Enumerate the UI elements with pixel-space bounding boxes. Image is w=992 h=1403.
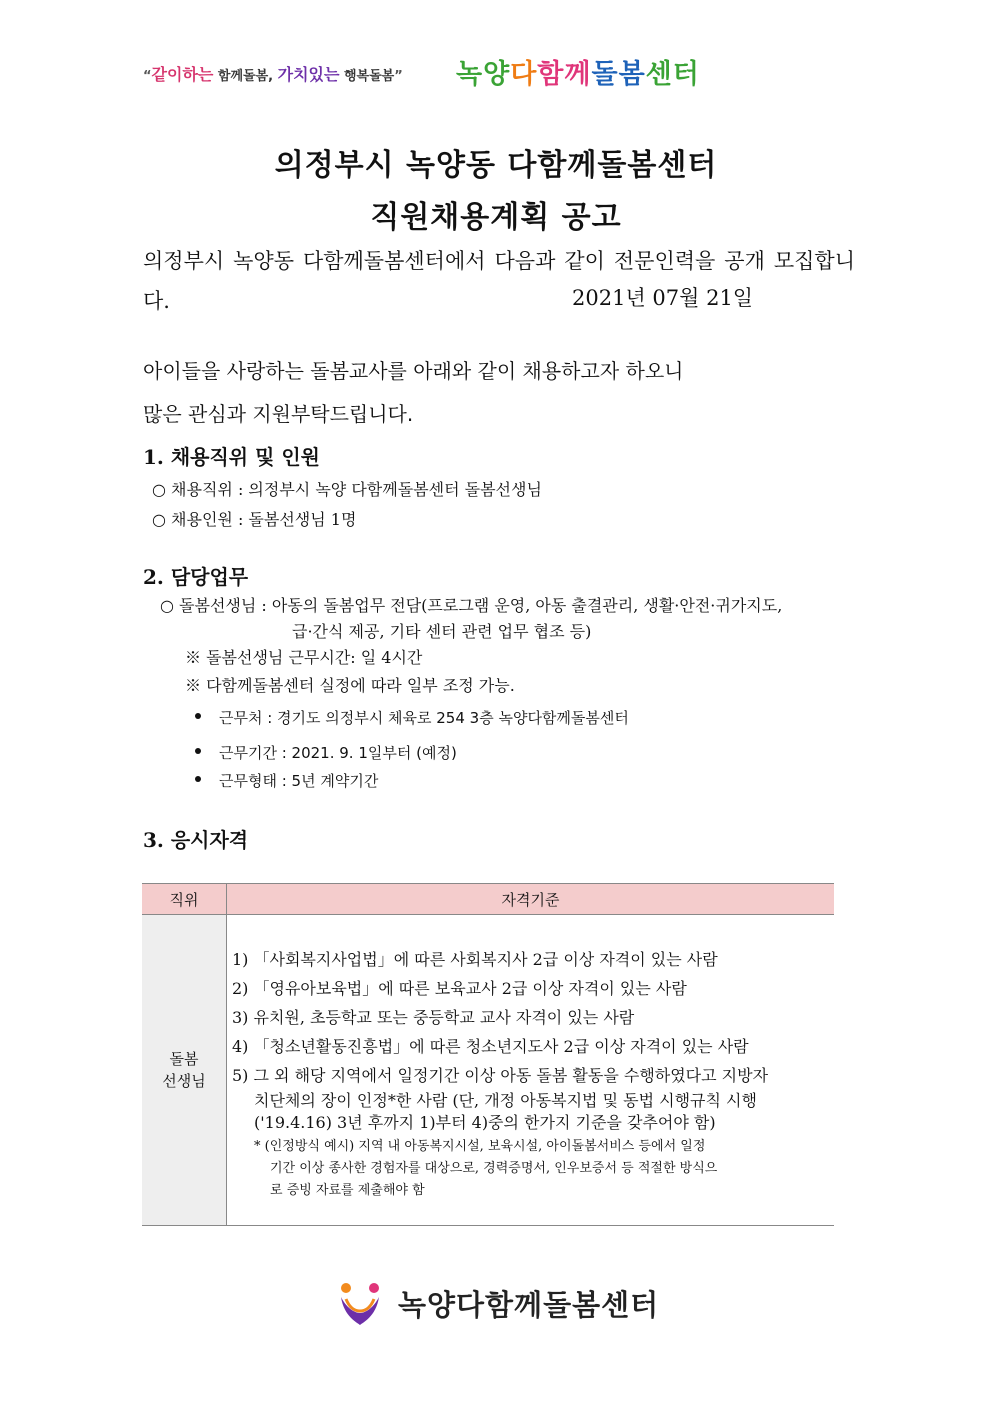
table-header-position: 직위 bbox=[142, 884, 227, 915]
header-brand-char: 터 bbox=[672, 59, 700, 90]
criteria-5-line-2: 치단체의 장이 인정*한 사람 (단, 개정 아동복지법 및 동법 시행규칙 시행 bbox=[254, 1091, 757, 1110]
criteria-note bbox=[232, 1136, 834, 1202]
criteria-2: 2) 「영유아보육법」에 따른 보육교사 2급 이상 자격이 있는 사람 bbox=[232, 979, 687, 998]
bullet-type-text: 근무형태 : 5년 계약기간 bbox=[219, 772, 379, 790]
section-1-heading: 1. 채용직위 및 인원 bbox=[143, 445, 321, 469]
criteria-5-line-3: ('19.4.16) 3년 후까지 1)부터 4)중의 한가지 기준을 갖추어야 함) bbox=[254, 1113, 716, 1132]
intro-paragraph: 의정부시 녹양동 다함께돌봄센터에서 다음과 같이 전문인력을 공개 모집합니다. bbox=[143, 249, 855, 313]
section-1-item-position: ○ 채용직위 : 의정부시 녹양 다함께돌봄센터 돌봄선생님 bbox=[152, 480, 542, 499]
slogan-part-2: 함께돌봄, bbox=[213, 69, 278, 84]
bullet-dot-icon bbox=[195, 748, 201, 754]
header-brand-char: 함 bbox=[537, 59, 565, 90]
bullet-workplace bbox=[195, 707, 629, 728]
bullet-period-text: 근무기간 : 2021. 9. 1일부터 (예정) bbox=[219, 744, 457, 762]
slogan-part-3: 가치있는 bbox=[277, 65, 340, 84]
footer-brand-name: 녹양다함께돌봄센터 bbox=[398, 1288, 660, 1322]
slogan-part-4: 행복돌봄 bbox=[339, 69, 395, 84]
duty-line-1: ○ 돌봄선생님 : 아동의 돌봄업무 전담(프로그램 운영, 아동 출결관리, 생활·안전·귀가지도, bbox=[160, 596, 783, 615]
duty-note-hours: ※ 돌봄선생님 근무시간: 일 4시간 bbox=[185, 648, 423, 667]
slogan-quote-close: ” bbox=[394, 69, 403, 84]
slogan bbox=[143, 62, 403, 85]
table-header-criteria: 자격기준 bbox=[227, 884, 835, 915]
table-row bbox=[142, 915, 834, 1226]
position-line-2: 선생님 bbox=[162, 1072, 206, 1090]
header-brand-char: 께 bbox=[564, 59, 592, 90]
bullet-workplace-text: 근무처 : 경기도 의정부시 체육로 254 3층 녹양다함께돌봄센터 bbox=[219, 709, 629, 727]
criteria-1: 1) 「사회복지사업법」에 따른 사회복지사 2급 이상 자격이 있는 사람 bbox=[232, 950, 718, 969]
qualification-table bbox=[142, 883, 834, 1226]
header-brand-char: 봄 bbox=[618, 59, 646, 90]
page-title: 의정부시 녹양동 다함께돌봄센터 bbox=[274, 148, 718, 183]
page-subtitle: 직원채용계획 공고 bbox=[370, 200, 622, 235]
slogan-quote-open: “ bbox=[143, 69, 152, 84]
duty-line-2: 급·간식 제공, 기타 센터 관련 업무 협조 등) bbox=[292, 622, 592, 641]
criteria-3: 3) 유치원, 초등학교 또는 중등학교 교사 자격이 있는 사람 bbox=[232, 1008, 635, 1027]
criteria-4: 4) 「청소년활동진흥법」에 따른 청소년지도사 2급 이상 자격이 있는 사람 bbox=[232, 1037, 749, 1056]
header-brand-char: 돌 bbox=[591, 59, 619, 90]
center-logo-icon bbox=[338, 1281, 382, 1327]
table-header-row bbox=[142, 884, 834, 915]
criteria-5-line-1: 5) 그 외 해당 지역에서 일정기간 이상 아동 돌봄 활동을 수행하였다고 지방자 bbox=[232, 1066, 769, 1085]
bullet-type bbox=[195, 770, 378, 791]
section-1-item-headcount: ○ 채용인원 : 돌봄선생님 1명 bbox=[152, 510, 357, 529]
criteria-note-line-1: * (인정방식 예시) 지역 내 아동복지시설, 보육시설, 아이돌봄서비스 등에서 일정 bbox=[254, 1139, 706, 1154]
header-brand-char: 센 bbox=[645, 59, 673, 90]
section-2-heading: 2. 담당업무 bbox=[143, 565, 249, 589]
slogan-part-1: 같이하는 bbox=[151, 65, 214, 84]
position-line-1: 돌봄 bbox=[169, 1050, 199, 1068]
section-3-heading: 3. 응시자격 bbox=[143, 828, 249, 852]
header-brand-char: 양 bbox=[483, 59, 511, 90]
duty-note-adjust: ※ 다함께돌봄센터 실정에 따라 일부 조정 가능. bbox=[185, 676, 515, 695]
announcement-date: 2021년 07월 21일 bbox=[572, 286, 754, 310]
criteria-note-line-3: 로 증빙 자료를 제출해야 함 bbox=[270, 1183, 425, 1198]
criteria-note-line-2: 기간 이상 종사한 경험자를 대상으로, 경력증명서, 인우보증서 등 적절한 방식으 bbox=[270, 1161, 718, 1176]
lead-text-1: 아이들을 사랑하는 돌봄교사를 아래와 같이 채용하고자 하오니 bbox=[143, 359, 684, 383]
table-cell-criteria bbox=[227, 915, 835, 1226]
header-brand-logo bbox=[456, 52, 700, 91]
table-cell-position bbox=[142, 915, 227, 1226]
header-brand-char: 다 bbox=[510, 59, 538, 90]
header-brand-char: 녹 bbox=[456, 59, 484, 90]
lead-text-2: 많은 관심과 지원부탁드립니다. bbox=[143, 402, 414, 426]
bullet-period bbox=[195, 742, 457, 763]
bullet-dot-icon bbox=[195, 776, 201, 782]
bullet-dot-icon bbox=[195, 713, 201, 719]
